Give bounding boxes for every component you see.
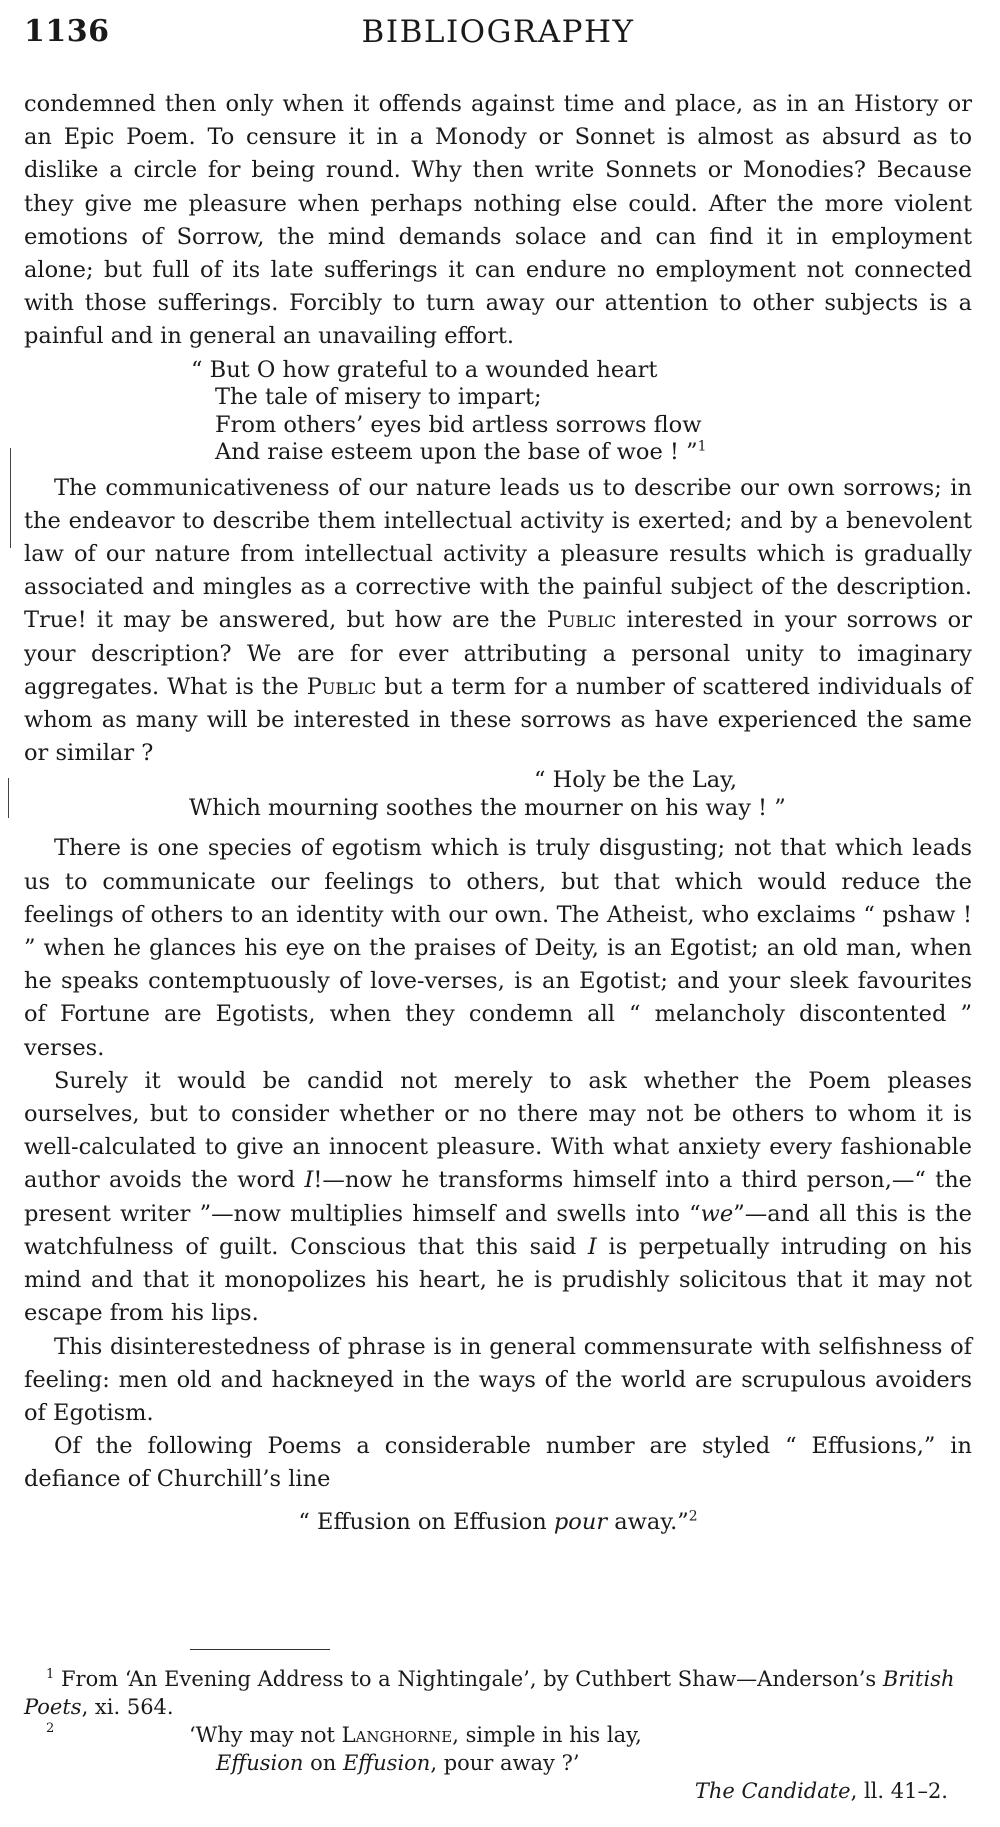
paragraph: This disinterestedness of phrase is in general commensurate with selfishness of feeling: men old and hackneyed in the ways of the world are scrupulous avoiders of Egotism. [24,1333,972,1426]
small-caps-word: Public [306,673,377,700]
footnotes [24,1665,972,1805]
small-caps-word: Public [546,607,617,634]
paragraph: There is one species of egotism which is truly disgusting; not that which leads us to communicate our feelings to others, but that which would reduce the feelings of others to an identity with our own. The Atheist, who exclaims “ pshaw ! ” when he glances his eye on the praises of Deity, is an Egotist; an old man, when he speaks contemptuously of love-verses, is an Egotist; and your sleek favourites of Fortune are Egotists, when they condemn all “ melancholy discontented ” verses. [24,835,972,1061]
footnote-verse-line [24,1749,972,1777]
quoted-line [24,1505,972,1539]
paragraph [24,472,972,771]
verse-line: The tale of misery to impart; [215,384,542,411]
couplet-line: Which mourning soothes the mourner on his way ! ” [189,795,786,822]
paragraph: condemned then only when it offends against time and place, as in an History or an Epic Poem. To censure it in a Monody or Sonnet is almost as absurd as to dislike a circle for being round. Why then write Sonnets or Monodies? Because they give me pleasure when perhaps nothing else could. After the more violent emotions of Sorrow, the mind demands solace and can find it in employment alone; but full of its late sufferings it can endure no employment not connected with those sufferings. Forcibly to turn away our attention to other subjects is a painful and in general an unavailing effort. [24,91,972,350]
verse-line [191,439,972,467]
couplet-line: “ Holy be the Lay, [534,767,737,794]
italic-title: British Poets [24,1667,955,1719]
text-run: , pour away ?’ [430,1751,580,1775]
text-run: is perpetually intruding on his mind and that it monopolizes his heart, he is prudishly solicitous that it may not escape from his lips. [24,1233,972,1327]
footnote-2 [24,1721,972,1805]
text-run: away.” [607,1508,689,1535]
italic-title: The Candidate [694,1779,851,1803]
text-run: !—now he transforms himself into a third person,—“ the present writer ”—now multiplies himself and swells into “ [24,1167,972,1227]
text-run: on [303,1751,343,1775]
italic-word: pour [553,1508,608,1535]
italic-word: I [304,1167,314,1194]
footnote-ref: 2 [688,1508,698,1525]
footnote-ref: 1 [697,438,707,455]
page-header [24,14,972,58]
text-run: The communicativeness of our nature leads us to describe our own sorrows; in the endeavor to describe them intellectual activity is exerted; and by a benevolent law of our nature from intellectual activity a pleasure results which is gradually associated and mingles as a corrective with the painful subject of the description. True! it may be answered, but how are the [24,474,972,634]
text-run: , simple in his lay, [452,1723,642,1747]
italic-word: Effusion [342,1751,431,1775]
text-run: , xi. 564. [81,1695,174,1719]
verse-quotation [191,357,972,467]
italic-word: Effusion [216,1751,304,1775]
italic-word: we [700,1200,734,1227]
page-number: 1136 [24,14,110,49]
margin-bracket [10,448,11,548]
verse-line-text: And raise esteem upon the base of woe ! ” [215,439,698,466]
verse-line: “ But O how grateful to a wounded heart [191,356,658,383]
text-run: , ll. 41–2. [850,1779,948,1803]
small-caps-word: Langhorne [341,1723,453,1747]
running-head: BIBLIOGRAPHY [361,14,635,50]
margin-mark [8,778,9,818]
body-text [24,88,972,1545]
text-run: but a term for a number of scattered individuals of whom as many will be interested in these sorrows as have experienced the same or similar ? [24,673,972,767]
footnote-source [24,1777,972,1805]
text-run: ‘Why may not [189,1723,342,1747]
text-run: ”—and all this is the watchfulness of guilt. Conscious that this said [24,1200,972,1260]
verse-line: From others’ eyes bid artless sorrows flow [215,411,702,438]
italic-word: I [587,1233,597,1260]
text-run: interested in your sorrows or your description? We are for ever attributing a personal unity to imaginary aggregates. What is the [24,607,972,700]
footnote-1 [24,1665,972,1721]
text-run: Surely it would be candid not merely to ask whether the Poem pleases ourselves, but to consider whether or no there may not be others to whom it is well-calculated to give an innocent pleasure. With what anxiety every fashionable author avoids the word [24,1067,972,1194]
footnote-marker: 1 [46,1667,55,1682]
text-run: “ Effusion on Effusion [298,1508,554,1535]
footnote-rule [190,1649,330,1650]
paragraph: Of the following Poems a considerable number are styled “ Effusions,” in defiance of Churchill’s line [24,1433,972,1493]
text-run: From ‘An Evening Address to a Nightingale’, by Cuthbert Shaw—Anderson’s [54,1667,883,1691]
footnote-verse-line: 2 ‘Why may not Langhorne, simple in his lay, [46,1721,642,1747]
paragraph [24,1065,972,1331]
